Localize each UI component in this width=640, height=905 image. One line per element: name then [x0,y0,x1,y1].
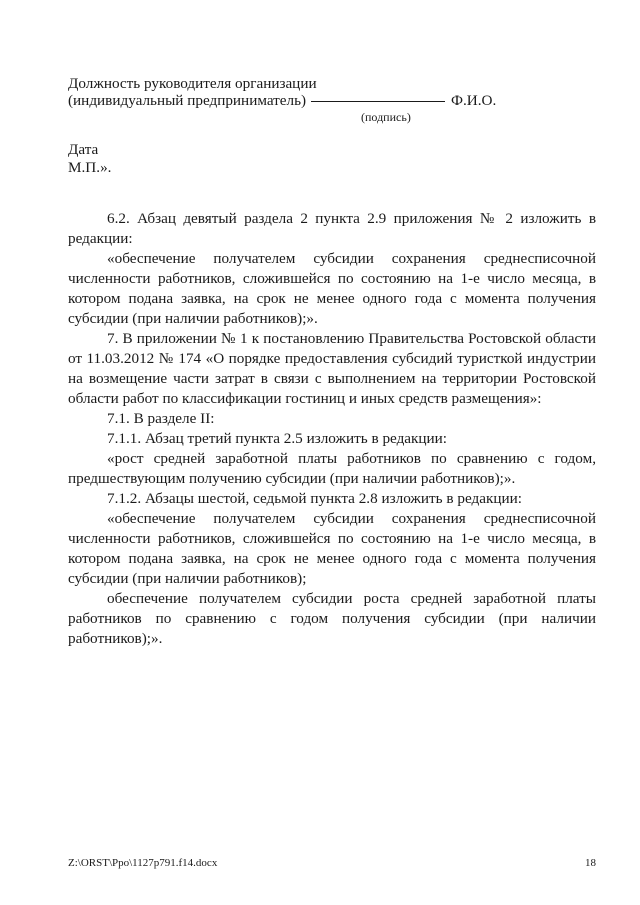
fio-label: Ф.И.О. [451,92,497,109]
text-line: предшествующим получению субсидии (при наличии работников);». [68,470,516,487]
text-line: 7. В приложении № 1 к постановлению Правительства Ростовской области [107,330,596,347]
signature-underline [311,101,445,102]
signature-label: (подпись) [361,110,411,124]
position-line-1: Должность руководителя организации [68,75,317,92]
position-line-2: (индивидуальный предприниматель) [68,92,307,109]
date-label: Дата [68,141,99,158]
seal-label: М.П.». [68,159,112,176]
text-line: субсидии (при наличии работников);». [68,310,318,327]
text-line: субсидии (при наличии работников); [68,570,307,587]
text-line: «обеспечение получателем субсидии сохранения среднесписочной [107,250,596,267]
text-line: работников);». [68,630,163,647]
text-line: котором подана заявка, на срок не менее одного года с момента получения [68,550,596,567]
text-line: «обеспечение получателем субсидии сохранения среднесписочной [107,510,596,527]
footer-page-number: 18 [585,857,596,869]
text-line: 7.1. В разделе II: [107,410,215,427]
text-line: «рост средней заработной платы работников по сравнению с годом, [107,450,596,467]
text-line: работников по сравнению с годом получения субсидии (при наличии [68,610,596,627]
text-line: численности работников, сложившейся по состоянию на 1-е число месяца, в [68,270,596,287]
text-line: численности работников, сложившейся по состоянию на 1-е число месяца, в [68,530,596,547]
text-line: на возмещение части затрат в связи с выполнением на территории Ростовской [68,370,596,387]
text-line: области работ по классификации гостиниц и иных средств размещения»: [68,390,542,407]
text-line: 7.1.1. Абзац третий пункта 2.5 изложить в редакции: [107,430,448,447]
text-line: от 11.03.2012 № 174 «О порядке предоставления субсидий туристкой индустрии [68,350,596,367]
text-line: обеспечение получателем субсидии роста средней заработной платы [107,590,596,607]
text-line: 7.1.2. Абзацы шестой, седьмой пункта 2.8 изложить в редакции: [107,490,522,507]
footer-file-path: Z:\ORST\Ppo\1127p791.f14.docx [68,857,218,869]
text-line: 6.2. Абзац девятый раздела 2 пункта 2.9 приложения № 2 изложить в [107,210,596,227]
text-line: котором подана заявка, на срок не менее одного года с момента получения [68,290,596,307]
text-line: редакции: [68,230,133,247]
